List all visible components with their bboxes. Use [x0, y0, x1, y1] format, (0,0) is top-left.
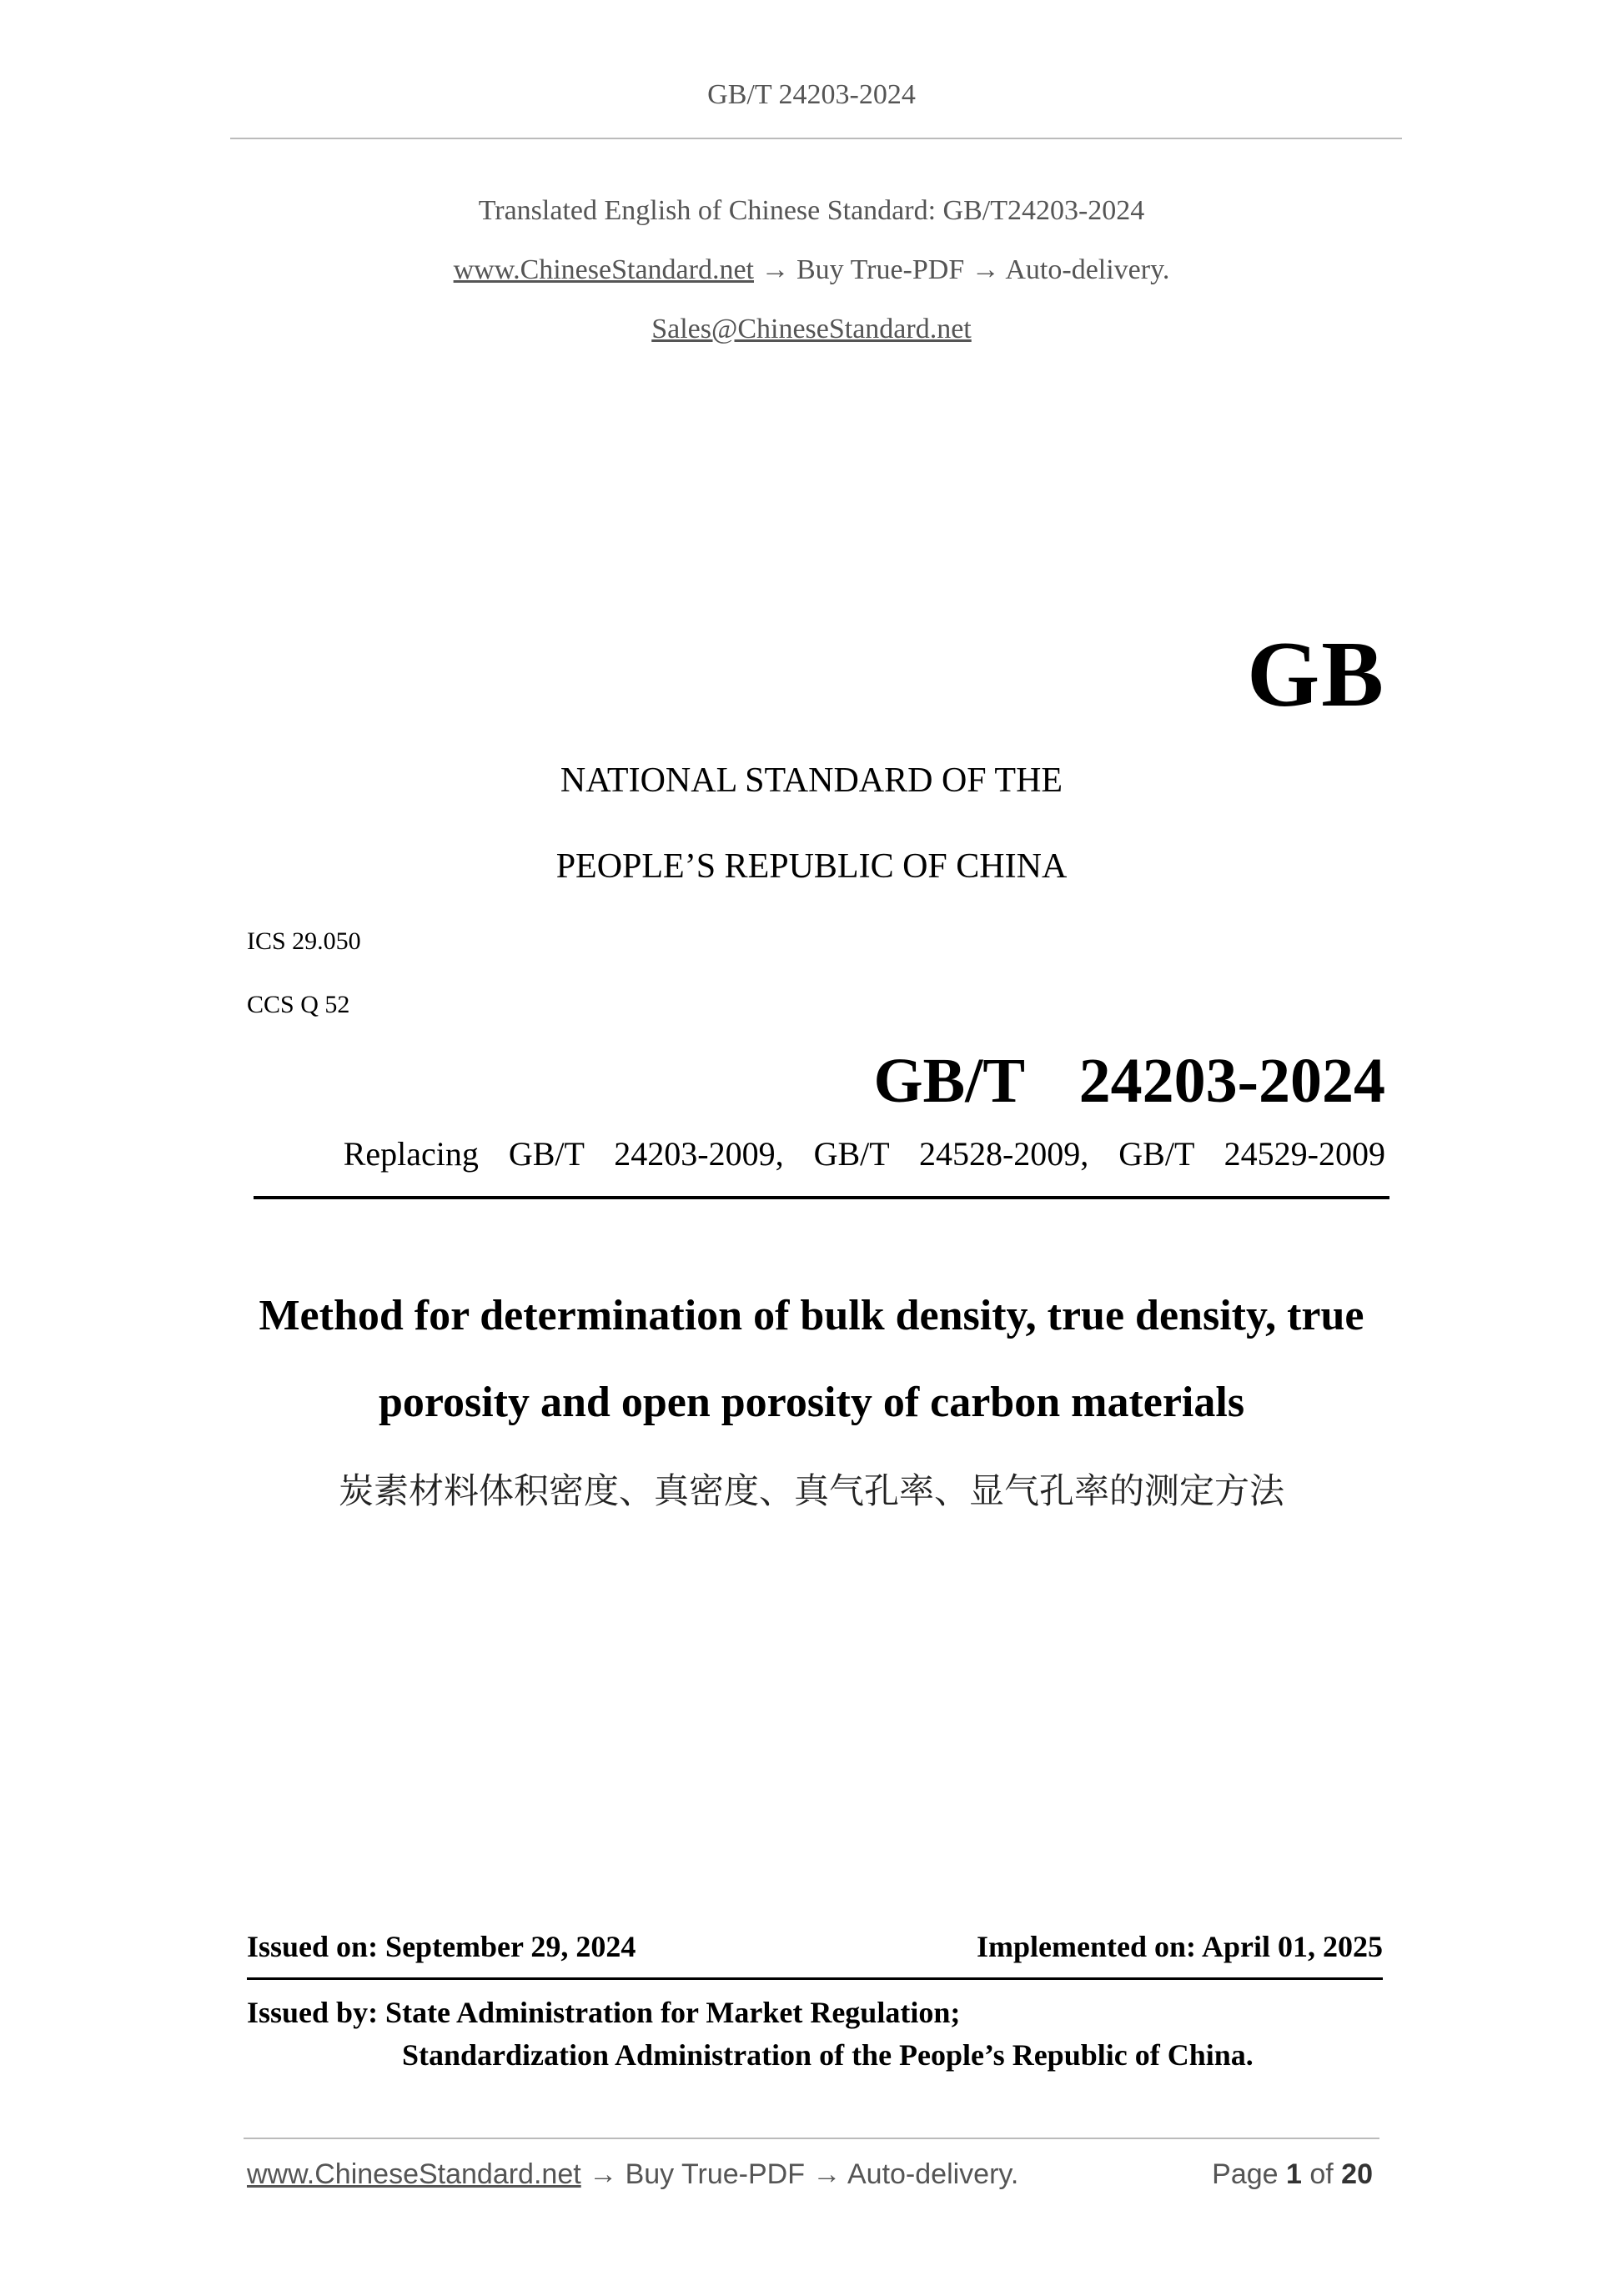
english-title-line2: porosity and open porosity of carbon materials — [378, 1379, 1245, 1426]
ics-code: ICS 29.050 — [247, 927, 361, 955]
footer-buy-text: → Buy True-PDF → Auto-delivery. — [580, 2158, 1019, 2190]
page-current: 1 — [1286, 2158, 1302, 2190]
page-total: 20 — [1341, 2158, 1373, 2190]
sales-notice — [0, 314, 1623, 345]
issued-by-line2: Standardization Administration of the People’s Republic of China. — [402, 2038, 1254, 2072]
dates-divider — [247, 1977, 1383, 1980]
page-label: Page — [1212, 2158, 1286, 2190]
translation-notice: Translated English of Chinese Standard: GB/T24203-2024 — [478, 195, 1145, 226]
replacing-standards: Replacing GB/T 24203-2009, GB/T 24528-2009, GB/T 24529-2009 — [343, 1135, 1385, 1173]
national-standard-line1: NATIONAL STANDARD OF THE — [560, 761, 1063, 800]
english-title-line1: Method for determination of bulk density, true density, true — [259, 1292, 1364, 1339]
issued-by-line1: Issued by: State Administration for Market Regulation; — [247, 1996, 961, 2029]
footer-website-link[interactable]: www.ChineseStandard.net — [247, 2158, 581, 2190]
chinese-title: 炭素材料体积密度、真密度、真气孔率、显气孔率的测定方法 — [338, 1470, 1284, 1511]
footer-purchase-notice — [247, 2158, 1018, 2191]
footer-divider — [244, 2138, 1379, 2139]
website-link[interactable]: www.ChineseStandard.net — [453, 254, 754, 285]
title-divider — [254, 1196, 1389, 1199]
buy-text: → Buy True-PDF → Auto-delivery. — [754, 254, 1170, 285]
running-header: GB/T 24203-2024 — [707, 79, 916, 110]
email-link[interactable]: Sales@ChineseStandard.net — [651, 314, 972, 344]
national-standard-line2: PEOPLE’S REPUBLIC OF CHINA — [555, 847, 1068, 886]
purchase-notice — [0, 254, 1623, 286]
issued-on-date: Issued on: September 29, 2024 — [247, 1930, 636, 1963]
implemented-on-date: Implemented on: April 01, 2025 — [976, 1930, 1383, 1963]
ccs-code: CCS Q 52 — [247, 991, 350, 1018]
gb-logo: GB — [1247, 623, 1385, 726]
page-indicator — [1212, 2158, 1373, 2191]
page-of: of — [1301, 2158, 1342, 2190]
header-divider — [230, 138, 1402, 139]
standard-number: GB/T 24203-2024 — [873, 1046, 1385, 1116]
